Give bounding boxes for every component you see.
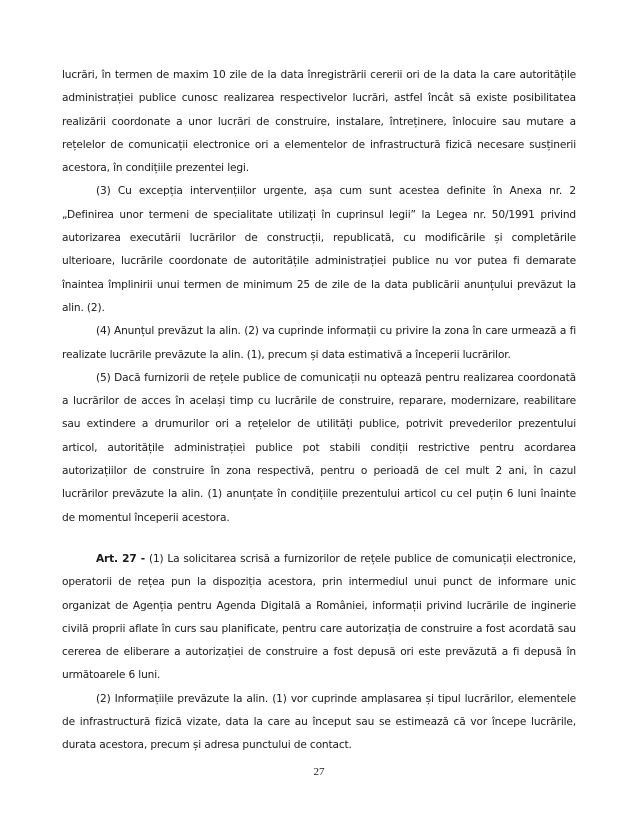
paragraph-continuation: lucrări, în termen de maxim 10 zile de la data înregistrării cererii ori de la data la care autoritățile administrației publice cunosc realizarea respectivelor lucrări, astfel încât să existe posibilitatea realizării coordonate a unor lucrări de construire, instalare, întreținere, înlocuire sau mutare a rețelelor de comunicații electronice ori a elementelor de infrastructură fizică necesare susținerii acestora, în condițiile prezentei legi. xyxy=(62,69,576,175)
paragraph-alin-3: (3) Cu excepția intervențiilor urgente, așa cum sunt acestea definite în Anexa nr. 2 „Definirea unor termeni de specialitate utilizați în cuprinsul legii” la Legea nr. 50/1991 privind autorizarea executării lucrărilor de construcții, republicată, cu modificările și completările ulterioare, lucrările coordonate de autoritățile administrației publice nu vor putea fi demarate înaintea împlinirii unui termen de minimum 25 de zile de la data publicării anunțului prevăzut la alin. (2). xyxy=(62,185,576,314)
document-body xyxy=(62,64,576,758)
paragraph-gap xyxy=(62,530,576,548)
paragraph-alin-5: (5) Dacă furnizorii de rețele publice de comunicații nu optează pentru realizarea coordonată a lucrărilor de acces în același timp cu lucrările de construire, reparare, modernizare, reabilitare sau extindere a drumurilor ori a rețelelor de utilități publice, potrivit prevederilor prezentului articol, autoritățile administrației publice pot stabili condiții restrictive pentru acordarea autorizațiilor de construire în zona respectivă, pentru o perioadă de cel mult 2 ani, în cazul lucrărilor prevăzute la alin. (1) anunțate în condițiile prezentului articol cu cel puțin 6 luni înainte de momentul începerii acestora. xyxy=(62,371,576,524)
paragraph-art-27-alin-2: (2) Informațiile prevăzute la alin. (1) vor cuprinde amplasarea și tipul lucrărilor, elementele de infrastructură fizică vizate, data la care au început sau se estimează că vor începe lucrările, durata acestora, precum și adresa punctului de contact. xyxy=(62,692,576,752)
paragraph-alin-4: (4) Anunțul prevăzut la alin. (2) va cuprinde informații cu privire la zona în care urmează a fi realizate lucrările prevăzute la alin. (1), precum și data estimativă a începerii lucrărilor. xyxy=(62,325,576,361)
page-number: 27 xyxy=(313,766,325,778)
article-label: Art. 27 - xyxy=(96,552,146,565)
paragraph-art-27-alin-1 xyxy=(62,548,576,688)
article-text: (1) La solicitarea scrisă a furnizorilor de rețele publice de comunicații electronice, operatorii de rețea pun la dispoziția acestora, prin intermediul unui punct de informare unic organizat de Agenția pentru Agenda Digitală a României, informații privind lucrările de inginerie civilă proprii aflate în curs sau planificate, pentru care autorizația de construire a fost acordată sau cererea de eliberare a autorizației de construire a fost depusă ori este prevăzută a fi depusă în următoarele 6 luni. xyxy=(62,552,576,682)
